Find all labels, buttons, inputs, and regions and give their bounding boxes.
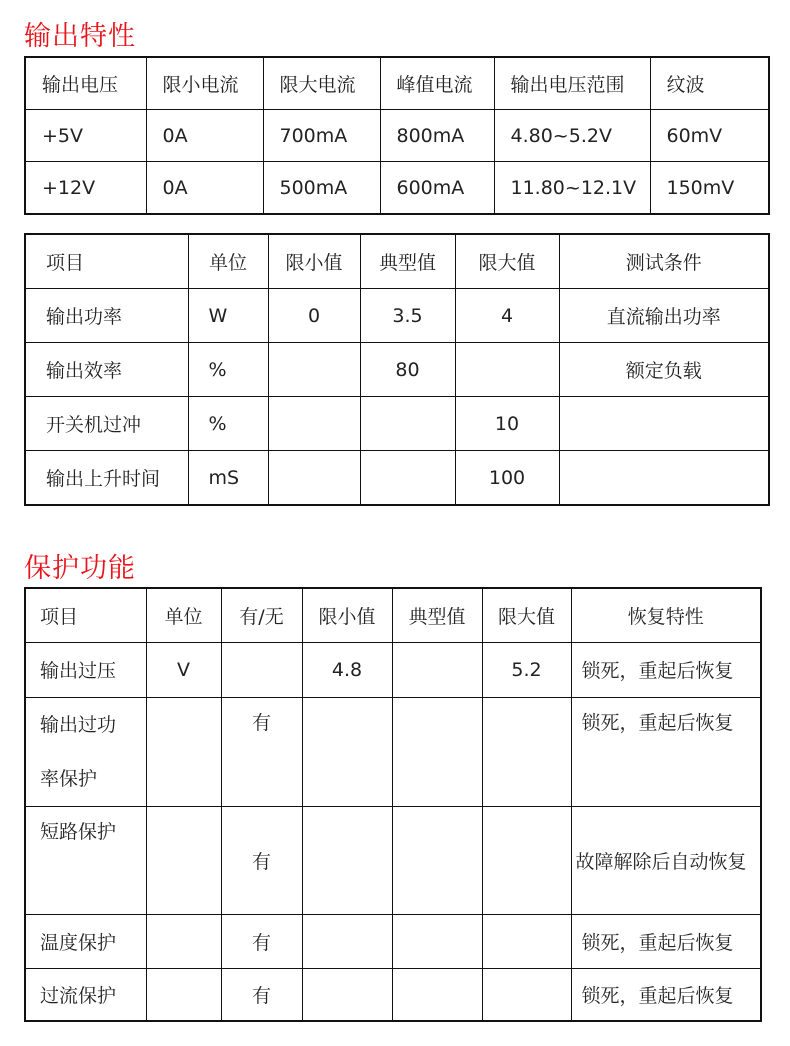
- table-cell: [221, 642, 302, 697]
- table-cell: [146, 968, 221, 1021]
- table-cell: [302, 697, 392, 806]
- header-cell: 限大电流: [263, 57, 380, 110]
- table-header-row: [25, 234, 769, 289]
- header-cell: 单位: [146, 588, 221, 642]
- table-cell: 700mA: [263, 110, 380, 162]
- output-characteristics-table: [24, 56, 770, 215]
- table-cell: [360, 451, 455, 506]
- table-cell: [455, 343, 559, 397]
- header-cell: 限小值: [302, 588, 392, 642]
- table-cell: %: [188, 397, 268, 451]
- table-cell: [302, 968, 392, 1021]
- table-cell: [268, 343, 360, 397]
- table-cell: [146, 914, 221, 968]
- header-cell: 纹波: [650, 57, 769, 110]
- table-cell: 锁死，重起后恢复: [571, 642, 761, 697]
- table-cell: 开关机过冲: [25, 397, 188, 451]
- table-cell: +12V: [25, 162, 146, 215]
- table-cell: 0: [268, 289, 360, 343]
- table-cell: 输出过压: [25, 642, 146, 697]
- table-cell: W: [188, 289, 268, 343]
- header-cell: 限小值: [268, 234, 360, 289]
- table-cell: V: [146, 642, 221, 697]
- header-cell: 恢复特性: [571, 588, 761, 642]
- table-cell: 短路保护: [25, 806, 146, 914]
- table-cell: [482, 968, 571, 1021]
- table-cell: [268, 451, 360, 506]
- table-row: [25, 289, 769, 343]
- table-cell: 输出上升时间: [25, 451, 188, 506]
- table-row: [25, 162, 769, 215]
- table-row: [25, 642, 761, 697]
- electrical-spec-table: [24, 233, 770, 506]
- table-row: [25, 914, 761, 968]
- table-cell: [482, 697, 571, 806]
- table-cell: 60mV: [650, 110, 769, 162]
- table-cell: +5V: [25, 110, 146, 162]
- protection-table: [24, 587, 762, 1022]
- table-cell: 0A: [146, 162, 263, 215]
- table-cell: [25, 697, 146, 806]
- section-title-protection-functions: 保护功能: [24, 553, 136, 584]
- table-cell: 11.80~12.1V: [494, 162, 650, 215]
- table-header-row: [25, 57, 769, 110]
- table-row: [25, 451, 769, 506]
- table-row: [25, 806, 761, 914]
- table-cell: 直流输出功率: [559, 289, 769, 343]
- table-cell: [392, 642, 482, 697]
- table-cell: [392, 697, 482, 806]
- table-cell: 故障解除后自动恢复: [571, 806, 761, 914]
- table-cell: 3.5: [360, 289, 455, 343]
- table-header-row: [25, 588, 761, 642]
- table-cell: %: [188, 343, 268, 397]
- table-cell: 锁死，重起后恢复: [571, 697, 761, 806]
- table-row: [25, 110, 769, 162]
- header-cell: 项目: [25, 588, 146, 642]
- header-cell: 典型值: [360, 234, 455, 289]
- header-cell: 输出电压范围: [494, 57, 650, 110]
- table-cell: [302, 914, 392, 968]
- table-cell: [482, 914, 571, 968]
- table-cell: 4.80~5.2V: [494, 110, 650, 162]
- table-cell: 输出功率: [25, 289, 188, 343]
- header-cell: 测试条件: [559, 234, 769, 289]
- table-row: [25, 968, 761, 1021]
- table-cell: [392, 914, 482, 968]
- table-cell: 温度保护: [25, 914, 146, 968]
- table-cell: [392, 968, 482, 1021]
- table-cell: 80: [360, 343, 455, 397]
- header-cell: 限小电流: [146, 57, 263, 110]
- wrapped-label: 输出过功率保护: [40, 713, 117, 790]
- table-cell: [559, 397, 769, 451]
- table-cell: [146, 806, 221, 914]
- table-cell: 额定负载: [559, 343, 769, 397]
- table-cell: 锁死，重起后恢复: [571, 914, 761, 968]
- header-cell: 典型值: [392, 588, 482, 642]
- header-cell: 限大值: [455, 234, 559, 289]
- header-cell: 项目: [25, 234, 188, 289]
- table-cell: 4: [455, 289, 559, 343]
- table-cell: [302, 806, 392, 914]
- table-cell: 150mV: [650, 162, 769, 215]
- table-cell: 有: [221, 697, 302, 806]
- table-cell: mS: [188, 451, 268, 506]
- header-cell: 限大值: [482, 588, 571, 642]
- header-cell: 峰值电流: [380, 57, 494, 110]
- table-cell: 有: [221, 968, 302, 1021]
- section-title-output-characteristics: 输出特性: [24, 21, 136, 52]
- table-cell: 锁死，重起后恢复: [571, 968, 761, 1021]
- table-cell: [392, 806, 482, 914]
- table-cell: [559, 451, 769, 506]
- table-cell: [360, 397, 455, 451]
- table-row: [25, 397, 769, 451]
- table-cell: [268, 397, 360, 451]
- table-row: [25, 697, 761, 806]
- table-cell: 输出效率: [25, 343, 188, 397]
- header-cell: 单位: [188, 234, 268, 289]
- table-row: [25, 343, 769, 397]
- table-cell: 5.2: [482, 642, 571, 697]
- table-cell: [146, 697, 221, 806]
- header-cell: 有/无: [221, 588, 302, 642]
- table-cell: 过流保护: [25, 968, 146, 1021]
- table-cell: 4.8: [302, 642, 392, 697]
- table-cell: 有: [221, 914, 302, 968]
- table-cell: [482, 806, 571, 914]
- table-cell: 800mA: [380, 110, 494, 162]
- table-cell: 100: [455, 451, 559, 506]
- table-cell: 10: [455, 397, 559, 451]
- table-cell: 600mA: [380, 162, 494, 215]
- table-cell: 有: [221, 806, 302, 914]
- table-cell: 0A: [146, 110, 263, 162]
- header-cell: 输出电压: [25, 57, 146, 110]
- table-cell: 500mA: [263, 162, 380, 215]
